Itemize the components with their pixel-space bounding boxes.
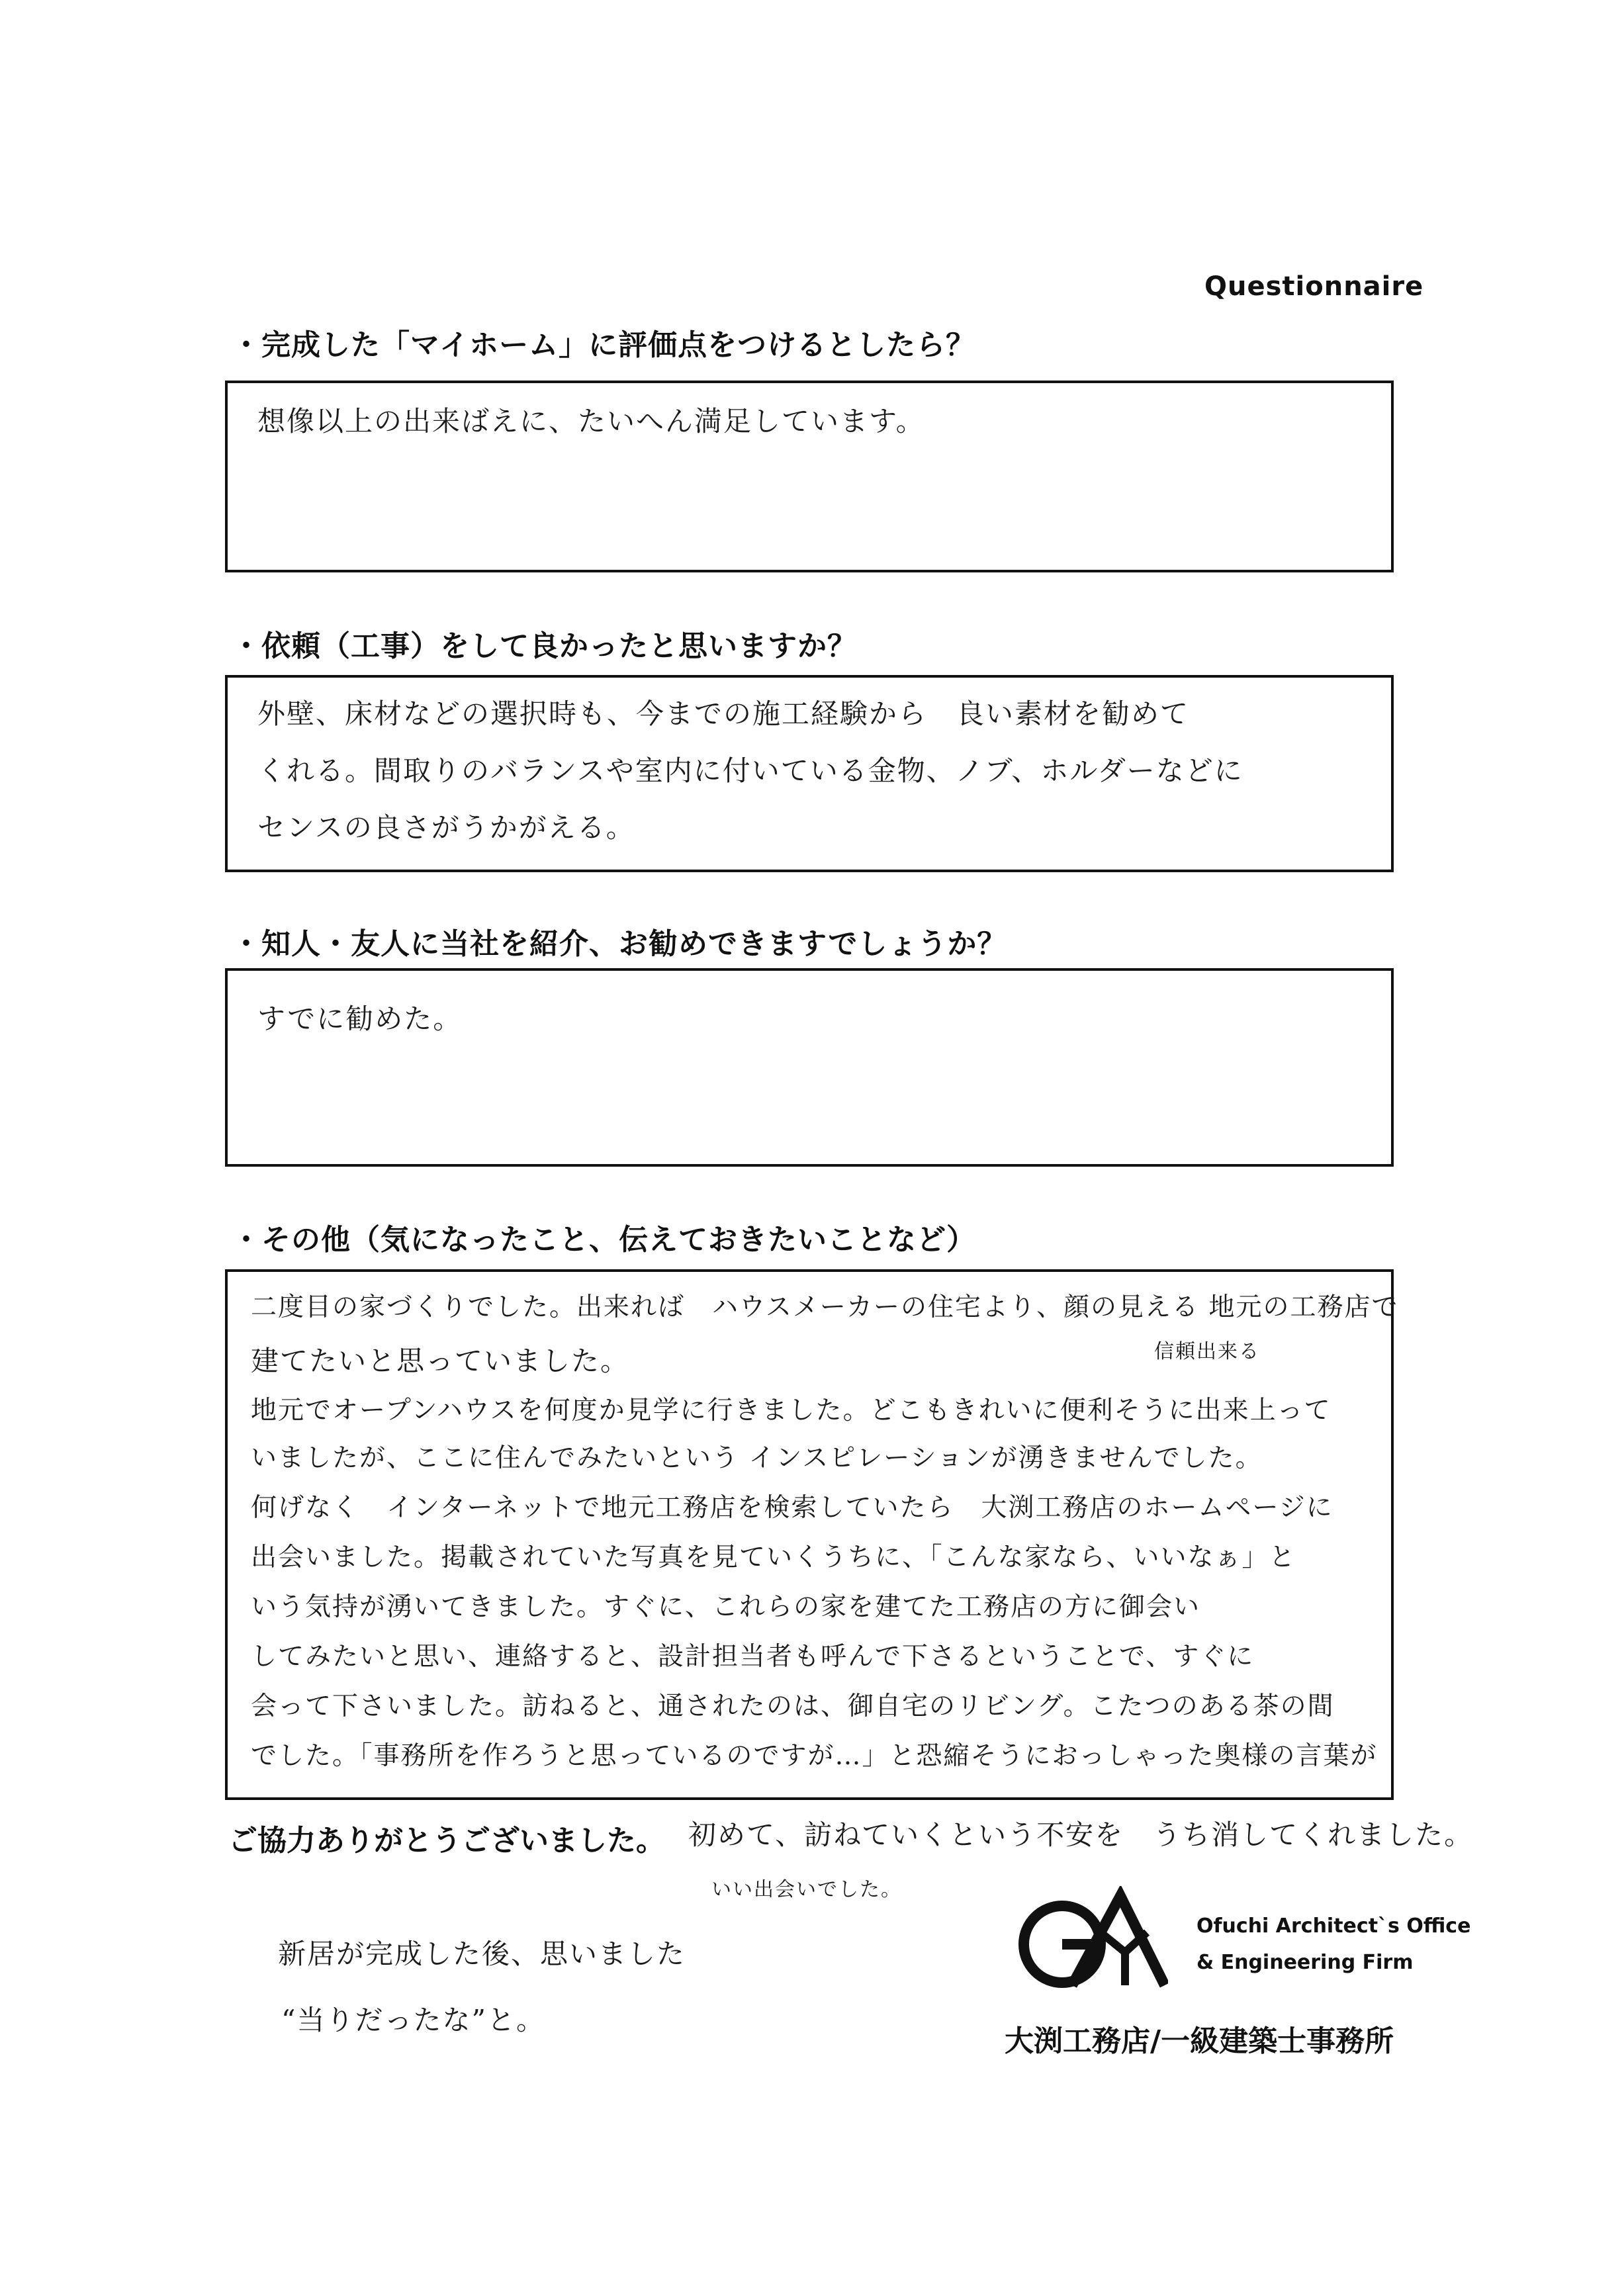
firm-name-jp: 大渕工務店/一級建築士事務所 bbox=[1005, 2024, 1394, 2058]
firm-logo-icon bbox=[1016, 1886, 1168, 1992]
answer-2-line-2: くれる。間取りのバランスや室内に付いている金物、ノブ、ホルダーなどに bbox=[257, 754, 1243, 787]
answer-2-line-3: センスの良さがうかがえる。 bbox=[257, 811, 635, 844]
postscript-line-2: “当りだったな”と。 bbox=[281, 2004, 545, 2036]
question-3: ・知人・友人に当社を紹介、お勧めできますでしょうか？ bbox=[232, 927, 1007, 961]
answer-4-line-8: してみたいと思い、連絡すると、設計担当者も呼んで下さるということで、すぐに bbox=[251, 1642, 1255, 1672]
firm-name-en-line2: & Engineering Firm bbox=[1196, 1951, 1414, 1974]
answer-box-4 bbox=[225, 1269, 1399, 1800]
answer-4-line-4: いましたが、ここに住んでみたいという インスピレーションが湧きませんでした。 bbox=[251, 1443, 1263, 1473]
question-4: ・その他（気になったこと、伝えておきたいことなど） bbox=[232, 1223, 976, 1257]
answer-box-1 bbox=[225, 381, 1394, 572]
firm-name-en-line1: Ofuchi Architect`s Office bbox=[1196, 1914, 1471, 1938]
continuation-line-2: いい出会いでした。 bbox=[711, 1878, 902, 1901]
question-2: ・依頼（工事）をして良かったと思いますか？ bbox=[232, 629, 857, 663]
postscript-line-1: 新居が完成した後、思いました bbox=[278, 1938, 686, 1970]
answer-1-line-1: 想像以上の出来ばえに、たいへん満足しています。 bbox=[257, 405, 925, 437]
answer-4-line-9: 会って下さいました。訪ねると、通されたのは、御自宅のリビング。こたつのある茶の間 bbox=[251, 1691, 1335, 1721]
answer-box-3 bbox=[225, 968, 1394, 1167]
page-title: Questionnaire bbox=[1204, 271, 1424, 302]
answer-4-line-6: 出会いました。掲載されていた写真を見ていくうちに、「こんな家なら、いいなぁ」と bbox=[251, 1543, 1296, 1572]
continuation-line-1: 初めて、訪ねていくという不安を うち消してくれました。 bbox=[688, 1819, 1474, 1851]
answer-4-line-5: 何げなく インターネットで地元工務店を検索していたら 大渕工務店のホームページに bbox=[251, 1493, 1333, 1523]
answer-box-2 bbox=[225, 675, 1394, 872]
answer-4-line-2: 建てたいと思っていました。 bbox=[251, 1345, 630, 1377]
answer-4-line-3: 地元でオープンハウスを何度か見学に行きました。どこもきれいに便利そうに出来上って bbox=[251, 1396, 1331, 1425]
answer-2-line-1: 外壁、床材などの選択時も、今までの施工経験から 良い素材を勧めて bbox=[257, 698, 1190, 730]
insert-note: 信頼出来る bbox=[1154, 1340, 1260, 1363]
thanks-message: ご協力ありがとうございました。 bbox=[228, 1824, 665, 1858]
answer-4-line-7: いう気持が湧いてきました。すぐに、これらの家を建てた工務店の方に御会い bbox=[251, 1592, 1201, 1622]
answer-3-line-1: すでに勧めた。 bbox=[257, 1003, 463, 1035]
question-1: ・完成した「マイホーム」に評価点をつけるとしたら？ bbox=[232, 328, 976, 362]
answer-4-line-10: でした。「事務所を作ろうと思っているのですが…」と恐縮そうにおっしゃった奥様の言葉が bbox=[251, 1741, 1378, 1771]
answer-4-line-1: 二度目の家づくりでした。出来れば ハウスメーカーの住宅より、顔の見える 地元の工務店で bbox=[251, 1292, 1399, 1322]
